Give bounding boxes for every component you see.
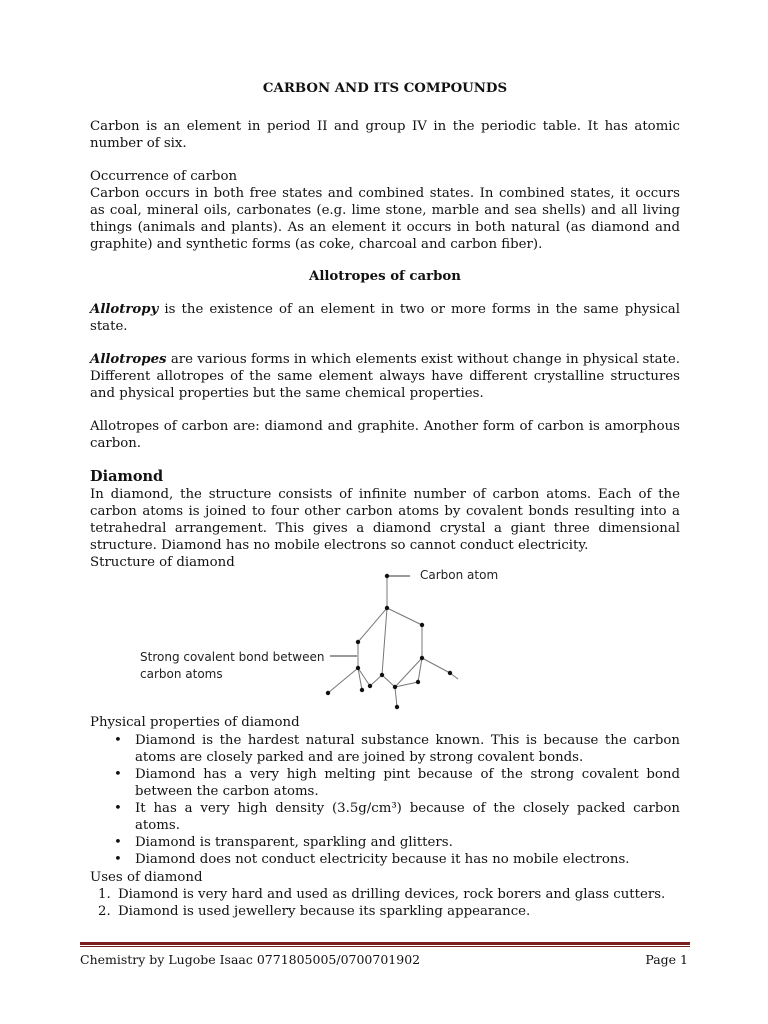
allotropes-list-paragraph: Allotropes of carbon are: diamond and graphite. Another form of carbon is amorphous carbon.: [90, 419, 680, 451]
list-item: • Diamond does not conduct electricity because it has no mobile electrons.: [90, 851, 680, 868]
list-item: • It has a very high density (3.5g/cm³) because of the closely packed carbon atoms.: [90, 800, 680, 834]
carbon-atom-label: Carbon atom: [420, 568, 499, 582]
allotropes-term: Allotropes: [90, 352, 167, 367]
occurrence-paragraph: Carbon occurs in both free states and combined states. In combined states, it occurs as coal, mineral oils, carbonates (e.g. lime stone, marble and sea shells) and all living things (animals and plants). As an element it occurs in both natural (as diamond and graphite) and synthetic forms (as coke, charcoal and carbon fiber).: [90, 186, 680, 252]
list-item: • Diamond is transparent, sparkling and glitters.: [90, 834, 680, 851]
covalent-bond-label-line1: Strong covalent bond between: [140, 650, 325, 664]
allotropes-text: are various forms in which elements exist without change in physical state. Different allotropes of the same element always have different crystalline structures and physical properties but the same chemical properties.: [90, 352, 680, 401]
allotropy-text: is the existence of an element in two or more forms in the same physical state.: [90, 302, 680, 334]
list-item: 2. Diamond is used jewellery because its sparkling appearance.: [98, 904, 531, 919]
allotropes-definition: [90, 351, 680, 402]
intro-paragraph: Carbon is an element in period II and group IV in the periodic table. It has atomic number of six.: [90, 119, 680, 151]
diamond-paragraph: In diamond, the structure consists of infinite number of carbon atoms. Each of the carbon atoms is joined to four other carbon atoms by covalent bonds resulting into a tetrahedral arrangement. This gives a diamond crystal a giant three dimensional structure. Diamond has no mobile electrons so cannot conduct electricity.: [90, 487, 680, 553]
uses-heading: Uses of diamond: [90, 870, 203, 885]
list-item: • Diamond has a very high melting pint because of the strong covalent bond between the carbon atoms.: [90, 766, 680, 800]
footer-rule: [80, 942, 690, 945]
footer-author: Chemistry by Lugobe Isaac 0771805005/0700701902: [80, 952, 421, 967]
list-item: • Diamond is the hardest natural substance known. This is because the carbon atoms are closely parked and are joined by strong covalent bonds.: [90, 732, 680, 766]
allotropy-definition: [90, 301, 680, 335]
page-title: CARBON AND ITS COMPOUNDS: [262, 81, 508, 96]
structure-caption: Structure of diamond: [90, 555, 235, 570]
occurrence-heading: Occurrence of carbon: [90, 169, 238, 184]
uses-list: [90, 886, 680, 920]
diamond-structure-diagram: [300, 565, 520, 715]
physical-properties-list: [90, 732, 680, 868]
page-number: Page 1: [645, 952, 688, 967]
covalent-bond-label-line2: carbon atoms: [140, 667, 223, 681]
diamond-heading: Diamond: [90, 468, 164, 485]
allotropy-term: Allotropy: [90, 302, 159, 317]
allotropes-heading: Allotropes of carbon: [309, 269, 461, 284]
footer-rule-thin: [80, 946, 690, 947]
list-item: 1. Diamond is very hard and used as drilling devices, rock borers and glass cutters.: [98, 887, 666, 902]
physical-properties-heading: Physical properties of diamond: [90, 715, 300, 730]
